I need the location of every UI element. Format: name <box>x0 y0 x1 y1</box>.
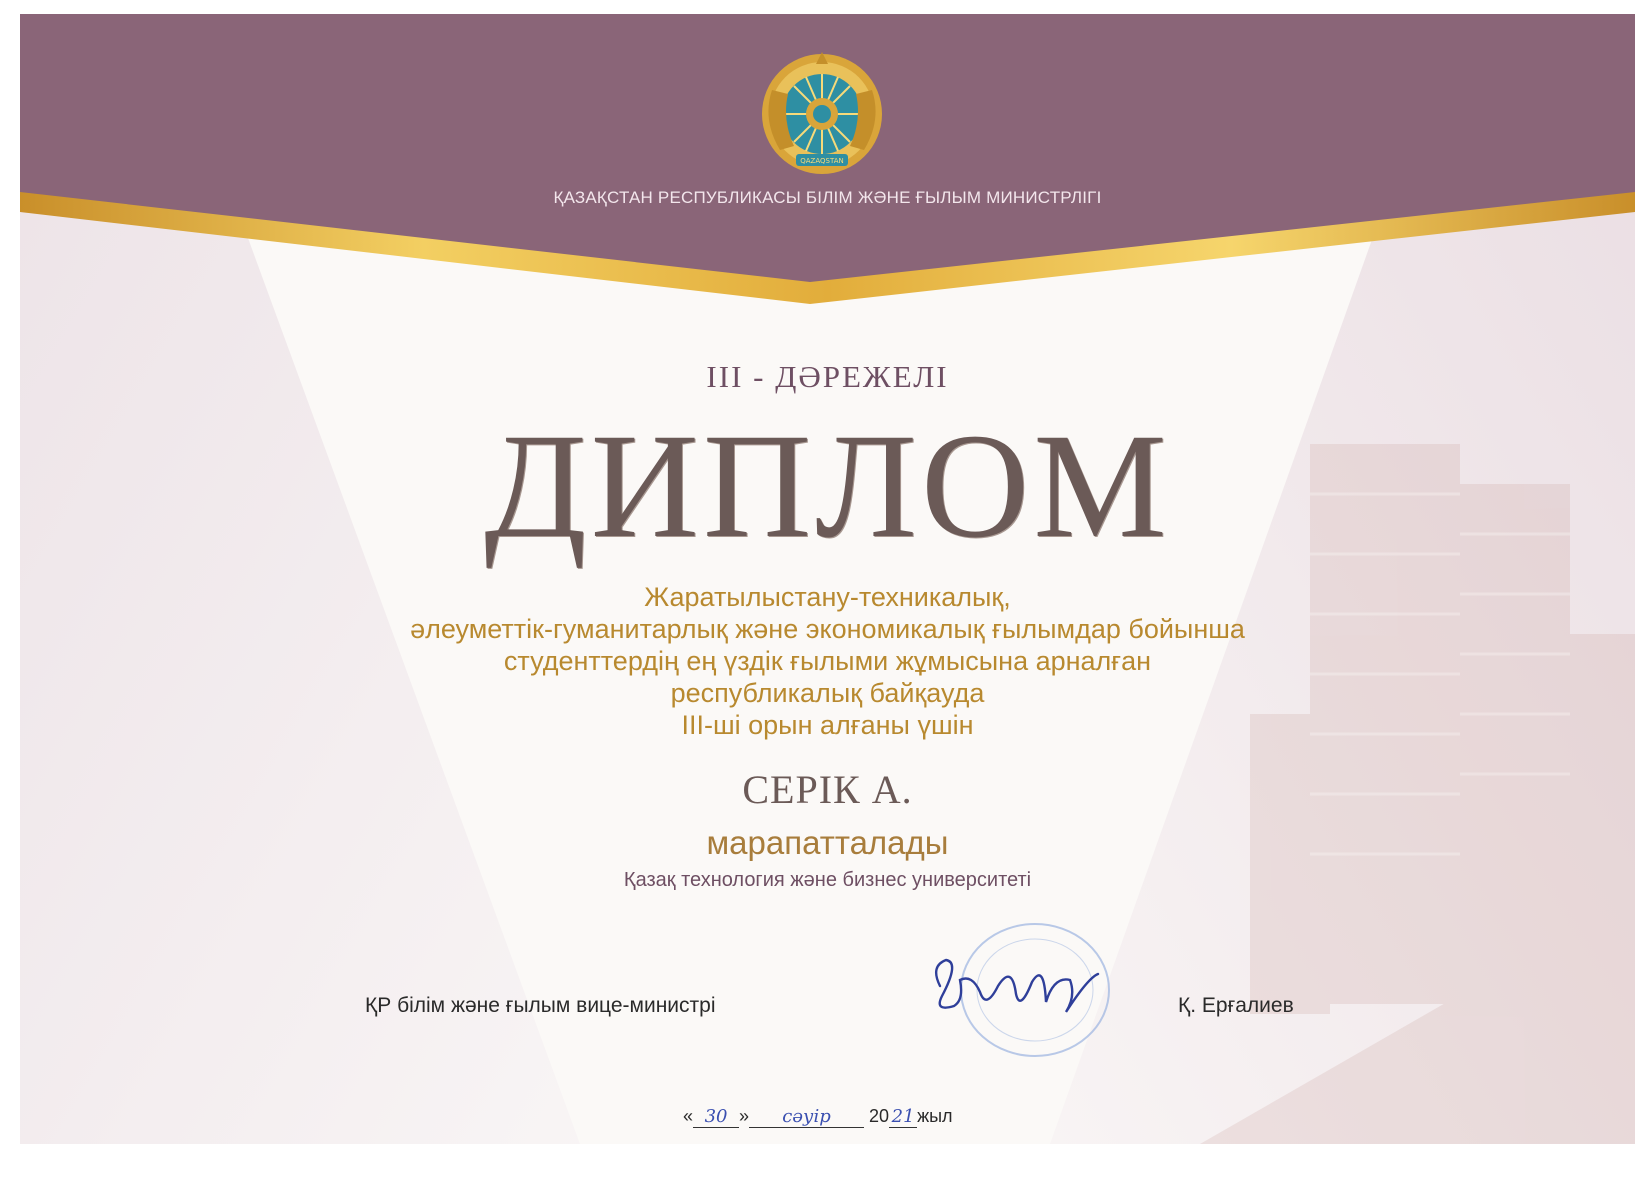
award-text-line: әлеуметтік-гуманитарлық және экономикалық ғылымдар бойынша <box>410 614 1245 644</box>
diploma-sheet <box>20 14 1635 1144</box>
date-open-quote: « <box>683 1106 694 1126</box>
degree-label: III - ДӘРЕЖЕЛІ <box>706 359 949 394</box>
emblem-text: QAZAQSTAN <box>800 157 844 165</box>
award-text-line: Жаратылыстану-техникалық, <box>644 582 1011 612</box>
awarded-label: марапатталады <box>706 824 949 861</box>
recipient-name: СЕРІК А. <box>742 767 913 812</box>
award-text-line: ІІІ-ші орын алғаны үшін <box>681 710 974 740</box>
date-day: 30 <box>693 1106 739 1128</box>
issue-date <box>683 1106 953 1128</box>
award-text-line: республикалық байқауда <box>670 678 985 708</box>
kazakhstan-emblem-icon <box>758 50 886 178</box>
official-stamp-and-signature <box>920 916 1130 1066</box>
diploma-title: ДИПЛОМ <box>484 403 1171 569</box>
background-graphic <box>20 14 1635 1144</box>
date-year-prefix: 20 <box>869 1106 890 1126</box>
signer-position: ҚР білім және ғылым вице-министрі <box>365 994 716 1017</box>
date-year-word: жыл <box>917 1106 953 1126</box>
university-name: Қазақ технология және бизнес университеті <box>623 869 1032 891</box>
ministry-name: ҚАЗАҚСТАН РЕСПУБЛИКАСЫ БІЛІМ ЖӘНЕ ҒЫЛЫМ МИНИСТРЛІГІ <box>553 188 1102 207</box>
date-month: сәуір <box>749 1106 864 1128</box>
award-text-line: студенттердің ең үздік ғылыми жұмысына арналған <box>503 646 1152 676</box>
signer-name: Қ. Ерғалиев <box>1178 994 1294 1017</box>
date-close-quote: » <box>739 1106 750 1126</box>
date-year-suffix: 21 <box>889 1106 917 1128</box>
